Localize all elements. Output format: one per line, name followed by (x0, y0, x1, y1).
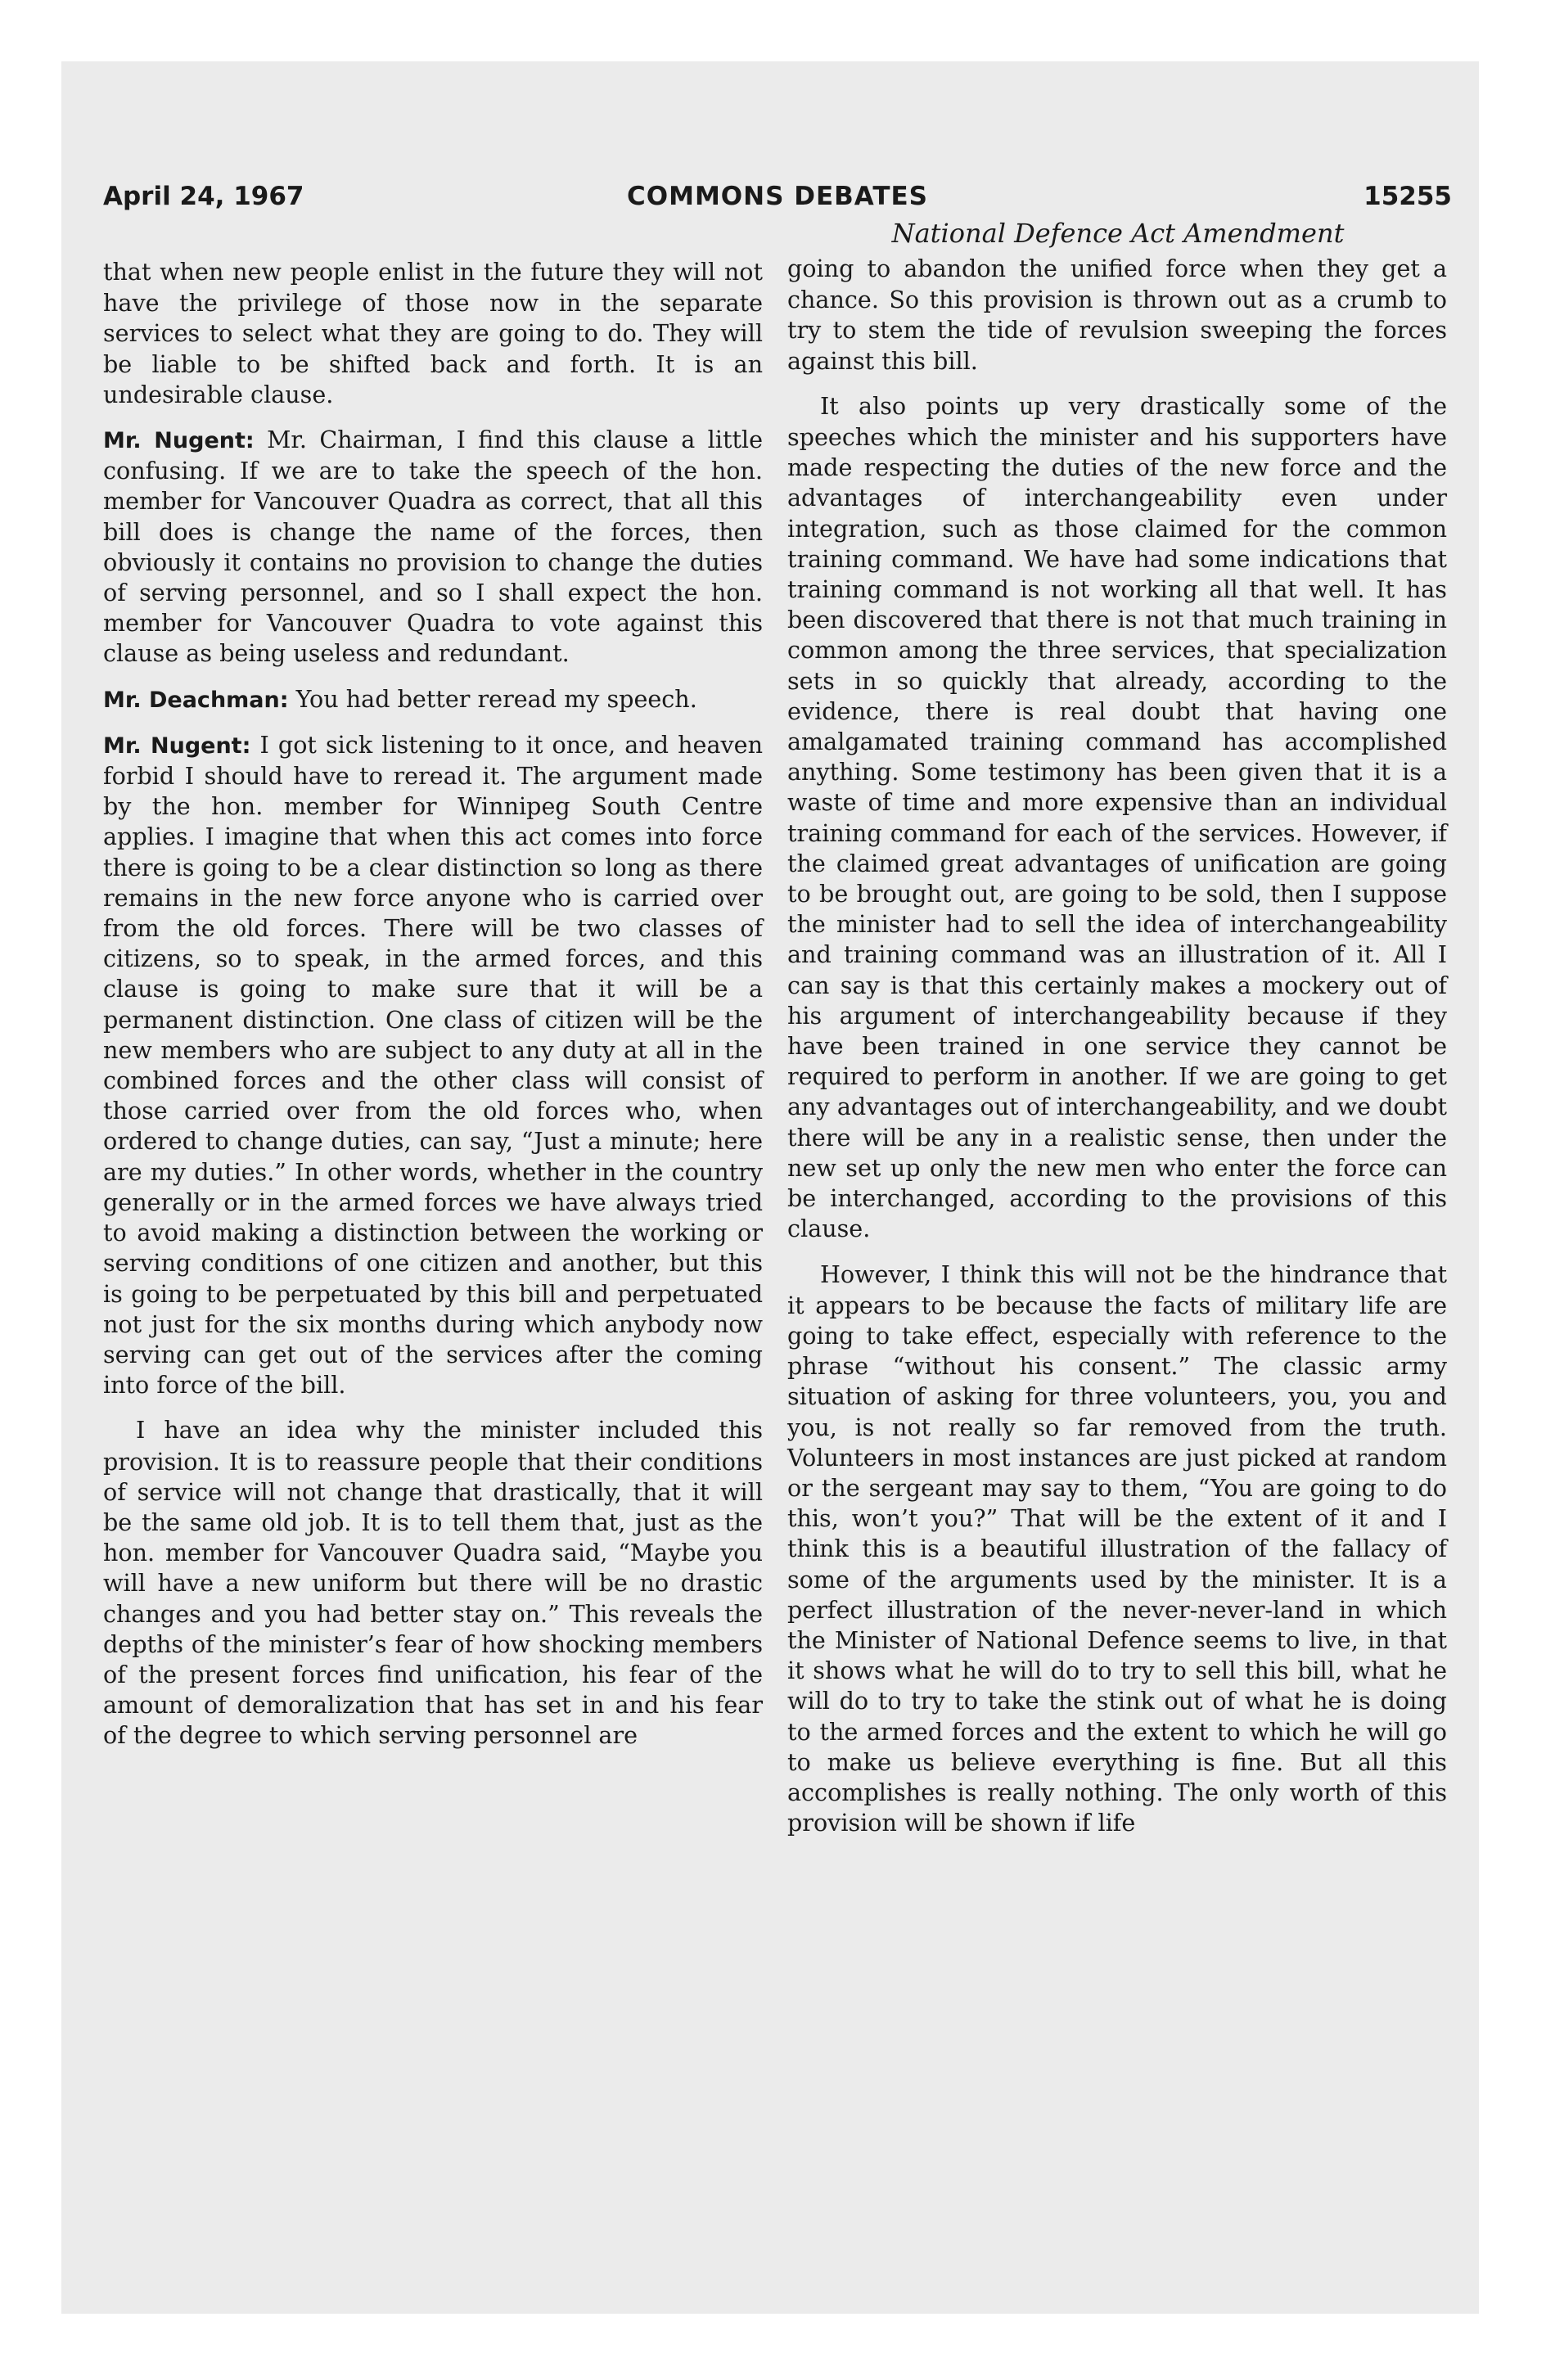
paragraph-text: However, I think this will not be the hindrance that it appears to be because the facts of military life are going to take effect, especially with reference to the phrase “without his consent.” The classic army situation of asking for three volunteers, you, you and you, is not really so far removed from the truth. Volunteers in most instances are just picked at random or the sergeant may say to them, “You are going to do this, won’t you?” That will be the extent of it and I think this is a beautiful illustration of the fallacy of some of the arguments used by the minister. It is a perfect illustration of the never-never-land in which the Minister of National Defence seems to live, in that it shows what he will do to try to sell this bill, what he will do to try to take the stink out of what he is doing to the armed forces and the extent to which he will go to make us believe everything is fine. But all this accomplishes is really nothing. The only worth of this provision will be shown if life (787, 1260, 1447, 1837)
paragraph-text: It also points up very drastically some of the speeches which the minister and his supporters have made respecting the duties of the new force and the advantages of interchangeability even under integration, such as those claimed for the common training command. We have had some indications that training command is not working all that well. It has been discovered that there is not that much training in common among the three services, that specialization sets in so quickly that already, according to the evidence, there is real doubt that having one amalgamated training command has accomplished anything. Some testimony has been given that it is a waste of time and more expensive than an individual training command for each of the services. However, if the claimed great advantages of unification are going to be brought out, are going to be sold, then I suppose the minister had to sell the idea of interchangeability and training command was an illustration of it. All I can say is that this certainly makes a mockery out of his argument of interchangeability because if they have been trained in one service they cannot be required to perform in another. If we are going to get any advantages out of interchangeability, and we doubt there will be any in a realistic sense, then under the new set up only the new men who enter the force can be interchanged, according to the provisions of this clause. (787, 391, 1447, 1243)
right-column (787, 254, 1447, 1853)
paragraph (103, 1415, 763, 1751)
paragraph-text: going to abandon the unified force when they get a chance. So this provision is thrown out as a crumb to try to stem the tide of revulsion sweeping the forces against this bill. (787, 255, 1447, 375)
speaker-name: Mr. Deachman: (103, 687, 289, 713)
paragraph-text: You had better reread my speech. (295, 684, 697, 713)
paragraph-text: that when new people enlist in the future they will not have the privilege of those now in the separate services to select what they are going to do. They will be liable to be shifted back and forth. It is an undesirable clause. (103, 258, 763, 408)
left-column (103, 257, 763, 1766)
paragraph (787, 391, 1447, 1245)
header-title: COMMONS DEBATES (627, 182, 928, 211)
paragraph (103, 684, 763, 715)
paragraph (103, 730, 763, 1400)
header-page-number: 15255 (1363, 182, 1452, 211)
speaker-name: Mr. Nugent: (103, 732, 251, 759)
paragraph (103, 257, 763, 410)
paragraph-text: I got sick listening to it once, and heaven forbid I should have to reread it. The argument made by the hon. member for Winnipeg South Centre applies. I imagine that when this act comes into force there is going to be a clear distinction so long as there remains in the new force anyone who is carried over from the old forces. There will be two classes of citizens, so to speak, in the armed forces, and this clause is going to make sure that it will be a permanent distinction. One class of citizen will be the new members who are subject to any duty at all in the combined forces and the other class will consist of those carried over from the old forces who, when ordered to change duties, can say, “Just a minute; here are my duties.” In other words, whether in the country generally or in the armed forces we have always tried to avoid making a distinction between the working or serving conditions of one citizen and another, but this is going to be perpetuated by this bill and perpetuated not just for the six months during which anybody now serving can get out of the services after the coming into force of the bill. (103, 730, 764, 1400)
paragraph (787, 1260, 1447, 1839)
paragraph (103, 425, 763, 669)
header-date: April 24, 1967 (103, 182, 304, 211)
paragraph (787, 254, 1447, 376)
speaker-name: Mr. Nugent: (103, 428, 255, 454)
section-subtitle: National Defence Act Amendment (891, 218, 1345, 249)
paragraph-text: Mr. Chairman, I find this clause a little confusing. If we are to take the speech of the hon. member for Vancouver Quadra as correct, that all this bill does is change the name of the forces, then obviously it contains no provision to change the duties of serving personnel, and so I shall expect the hon. member for Vancouver Quadra to vote against this clause as being useless and redundant. (103, 426, 763, 668)
page-header (103, 182, 1452, 223)
paragraph-text: I have an idea why the minister included this provision. It is to reassure people that their conditions of service will not change that drastically, that it will be the same old job. It is to tell them that, just as the hon. member for Vancouver Quadra said, “Maybe you will have a new uniform but there will be no drastic changes and you had better stay on.” This reveals the depths of the minister’s fear of how shocking members of the present forces find unification, his fear of the amount of demoralization that has set in and his fear of the degree to which serving personnel are (103, 1416, 763, 1750)
